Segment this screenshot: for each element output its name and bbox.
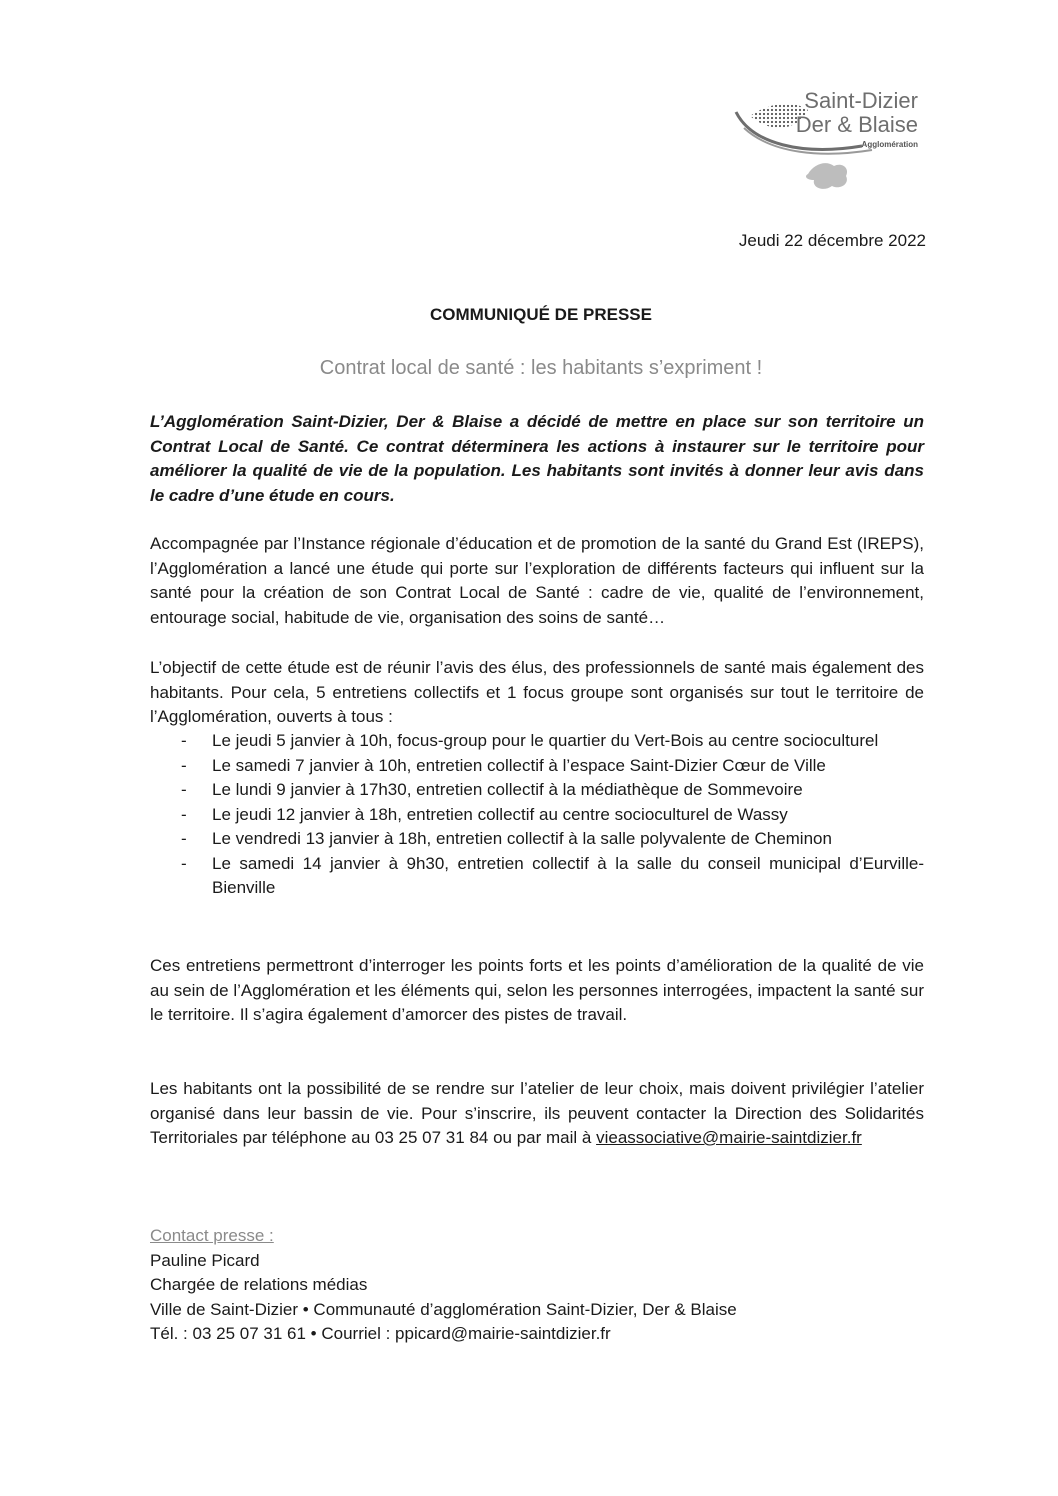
contact-name: Pauline Picard xyxy=(150,1250,260,1270)
body-paragraph-4 xyxy=(150,1077,924,1151)
leaf-icon xyxy=(806,163,847,189)
list-dash: - xyxy=(181,780,187,799)
body-paragraph-1: Accompagnée par l’Instance régionale d’éducation et de promotion de la santé du Grand Est (IREPS), l’Agglomération a lancé une étude qui porte sur l’exploration de différents facteurs qui influent sur la santé pour la création de son Contrat Local de Santé : cadre de vie, qualité de l’environnement, entourage social, habitude de vie, organisation des soins de santé… xyxy=(150,534,924,627)
schedule-item xyxy=(150,729,924,754)
schedule-item-text: Le vendredi 13 janvier à 18h, entretien collectif à la salle polyvalente de Cheminon xyxy=(212,829,832,848)
list-dash: - xyxy=(181,829,187,848)
agglomeration-logo xyxy=(722,88,942,200)
press-release-label: COMMUNIQUÉ DE PRESSE xyxy=(430,305,652,324)
list-dash: - xyxy=(181,731,187,750)
contact-organization: Ville de Saint-Dizier • Communauté d’agglomération Saint-Dizier, Der & Blaise xyxy=(150,1299,737,1319)
schedule-item-text: Le jeudi 12 janvier à 18h, entretien collectif au centre socioculturel de Wassy xyxy=(212,804,788,824)
logo-title-line1: Saint-Dizier xyxy=(804,88,918,113)
contact-heading: Contact presse : xyxy=(150,1226,274,1245)
schedule-item-text: Le lundi 9 janvier à 17h30, entretien collectif à la médiathèque de Sommevoire xyxy=(212,780,803,799)
contact-phone-email: Tél. : 03 25 07 31 61 • Courriel : ppicard@mairie-saintdizier.fr xyxy=(150,1324,611,1343)
schedule-item xyxy=(150,754,924,779)
schedule-list xyxy=(150,729,924,901)
contact-role: Chargée de relations médias xyxy=(150,1275,368,1294)
body-paragraph-2: L’objectif de cette étude est de réunir l’avis des élus, des professionnels de santé mais également des habitants. Pour cela, 5 entretiens collectifs et 1 focus groupe sont organisés sur tout le territoire de l’Agglomération, ouverts à tous : xyxy=(150,658,924,726)
body-paragraph-3: Ces entretiens permettront d’interroger les points forts et les points d’amélioration de la qualité de vie au sein de l’Agglomération et les éléments qui, selon les personnes interrogées, impactent la santé sur le territoire. Il s’agira également d’amorcer des pistes de travail. xyxy=(150,956,924,1024)
registration-email-link[interactable]: vieassociative@mairie-saintdizier.fr xyxy=(596,1128,862,1147)
schedule-item xyxy=(150,803,924,828)
list-dash: - xyxy=(181,853,187,873)
logo-subtitle: Agglomération xyxy=(861,140,918,149)
intro-paragraph: L’Agglomération Saint-Dizier, Der & Blaise a décidé de mettre en place sur son territoire un Contrat Local de Santé. Ce contrat déterminera les actions à instaurer sur le territoire pour améliorer la qualité de vie de la population. Les habitants sont invités à donner leur avis dans le cadre d’une étude en cours. xyxy=(150,412,924,505)
schedule-item-text: Le samedi 14 janvier à 9h30, entretien collectif à la salle du conseil municipal d’Eurville-Bienville xyxy=(212,853,924,897)
schedule-item xyxy=(150,852,924,901)
headline: Contrat local de santé : les habitants s’expriment ! xyxy=(319,357,763,379)
schedule-item xyxy=(150,827,924,852)
list-dash: - xyxy=(181,804,187,824)
schedule-item-text: Le samedi 7 janvier à 10h, entretien collectif à l’espace Saint-Dizier Cœur de Ville xyxy=(212,755,826,775)
press-contact xyxy=(150,1224,737,1347)
logo-title-line2: Der & Blaise xyxy=(795,112,918,137)
body-paragraph-4-text: Les habitants ont la possibilité de se rendre sur l’atelier de leur choix, mais doivent privilégier l’atelier organisé dans leur bassin de vie. Pour s’inscrire, ils peuvent contacter la Direction des Solidarités Territoriales par téléphone au 03 25 07 31 84 ou par mail à xyxy=(150,1079,924,1147)
list-dash: - xyxy=(181,755,187,775)
schedule-item xyxy=(150,778,924,803)
schedule-item-text: Le jeudi 5 janvier à 10h, focus-group pour le quartier du Vert-Bois au centre socioculturel xyxy=(212,731,879,750)
release-date: Jeudi 22 décembre 2022 xyxy=(738,231,926,250)
